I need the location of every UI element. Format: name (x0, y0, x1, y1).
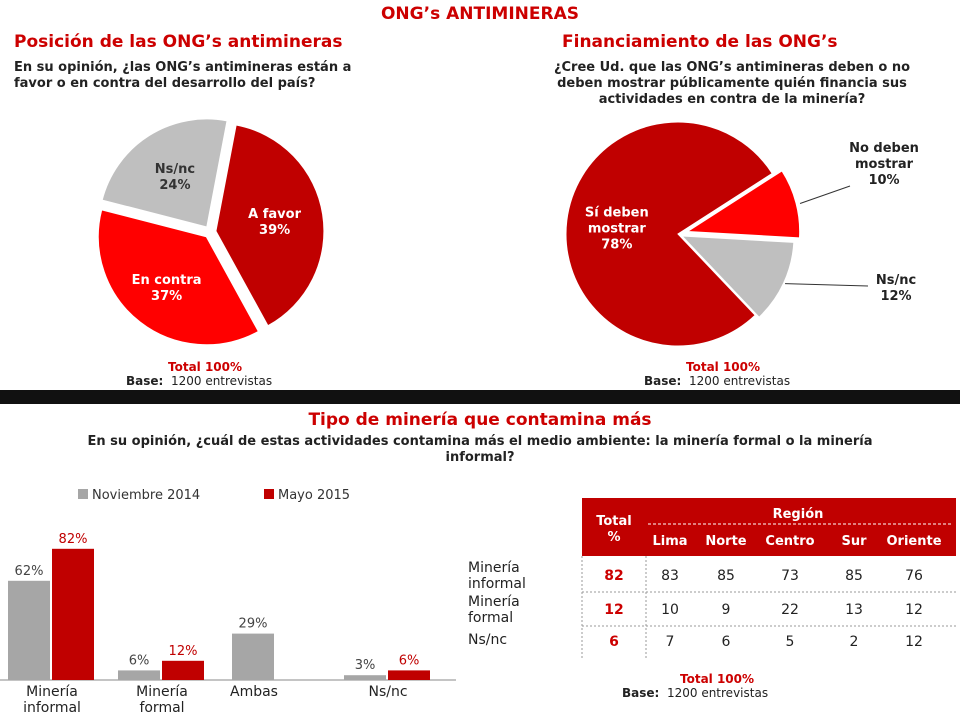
table-cell-total: 12 (604, 602, 624, 618)
table-row-label: Ns/nc (468, 632, 508, 648)
position-base-value: 1200 entrevistas (170, 374, 273, 388)
financing-base-label: Base: (644, 374, 682, 388)
table-row-label: Minería formal (468, 594, 520, 626)
table-cell: 5 (785, 634, 795, 650)
table-cell-total: 82 (604, 568, 624, 584)
position-base-label: Base: (126, 374, 164, 388)
mining-title: Tipo de minería que contamina más (308, 410, 652, 430)
bar (388, 670, 430, 680)
pie2-slice-label: Ns/nc 12% (875, 273, 917, 304)
page-title: ONG’s ANTIMINERAS (380, 4, 579, 24)
pie1-slice-label: Ns/nc 24% (154, 161, 196, 193)
financing-title: Financiamiento de las ONG’s (562, 32, 838, 52)
bar-value-label: 3% (354, 658, 376, 674)
table-cell: 2 (849, 634, 859, 650)
table-cell: 73 (781, 568, 799, 584)
table-column-header: Lima (652, 534, 688, 549)
legend-label: Mayo 2015 (278, 488, 351, 503)
mining-base (622, 686, 768, 700)
pie1-slice-label: A favor 39% (248, 206, 302, 238)
bar (162, 661, 204, 680)
bar-value-label: 29% (238, 616, 268, 632)
bar-value-label: 6% (128, 653, 150, 669)
bar (8, 581, 50, 680)
table-cell: 85 (717, 568, 735, 584)
mining-base-value: 1200 entrevistas (666, 686, 769, 700)
position-total: Total 100% (168, 360, 243, 374)
financing-question (512, 60, 952, 108)
position-question-line1: En su opinión, ¿las ONG’s antimineras están a (14, 60, 352, 75)
mining-base-label: Base: (622, 686, 660, 700)
table-header-total: Total % (596, 514, 632, 545)
table-cell: 83 (661, 568, 679, 584)
bar-value-label: 6% (398, 653, 420, 669)
table-cell: 12 (905, 634, 923, 650)
table-cell: 22 (781, 602, 799, 618)
financing-total: Total 100% (686, 360, 761, 374)
bar (344, 675, 386, 680)
table-column-header: Centro (765, 534, 815, 549)
table-cell: 13 (845, 602, 863, 618)
financing-question-line3: actividades en contra de la minería? (598, 92, 866, 107)
bar (118, 670, 160, 680)
bar (232, 634, 274, 680)
mining-question-line2: informal? (445, 450, 515, 465)
table-cell: 76 (905, 568, 923, 584)
position-base (126, 374, 272, 388)
bar-category-label: Minería formal (136, 684, 188, 716)
position-title: Posición de las ONG’s antimineras (14, 32, 343, 52)
financing-base-value: 1200 entrevistas (688, 374, 791, 388)
bar-value-label: 82% (58, 531, 88, 547)
financing-question-line2: deben mostrar públicamente quién financia sus (557, 76, 907, 91)
bar-category-label: Minería informal (23, 684, 81, 716)
financing-question-line1: ¿Cree Ud. que las ONG’s antimineras deben o no (553, 60, 911, 75)
pie2-leader-line (785, 284, 868, 286)
bar-value-label: 62% (14, 563, 44, 579)
table-cell: 85 (845, 568, 863, 584)
pie2-slice-label: Sí deben mostrar 78% (584, 205, 649, 253)
mining-total: Total 100% (680, 672, 755, 686)
position-pie-chart (20, 110, 420, 360)
pie2-leader-line (800, 186, 850, 203)
legend-swatch (264, 489, 274, 499)
financing-pie-chart (500, 120, 960, 360)
mining-question-line1: En su opinión, ¿cuál de estas actividades contamina más el medio ambiente: la minería formal o la minería (87, 434, 873, 449)
table-column-header: Norte (705, 534, 747, 549)
bar-category-label: Ambas (230, 684, 278, 700)
legend-swatch (78, 489, 88, 499)
financing-base (644, 374, 790, 388)
table-cell: 9 (721, 602, 731, 618)
table-cell: 7 (665, 634, 675, 650)
table-cell: 6 (721, 634, 731, 650)
mining-question (10, 434, 950, 466)
pie1-slice-label: En contra 37% (131, 272, 202, 304)
table-column-header: Sur (841, 534, 867, 549)
table-column-header: Oriente (886, 534, 942, 549)
table-cell: 12 (905, 602, 923, 618)
section-divider (0, 390, 960, 404)
mining-bar-chart (0, 480, 460, 720)
bar-category-label: Ns/nc (368, 684, 408, 700)
table-header-region: Región (772, 507, 824, 522)
bar (52, 549, 94, 680)
position-question-line2: favor o en contra del desarrollo del país? (14, 76, 316, 91)
table-cell-total: 6 (609, 634, 619, 650)
legend-label: Noviembre 2014 (92, 488, 201, 503)
table-row-label: Minería informal (468, 560, 526, 592)
bar-value-label: 12% (168, 643, 198, 659)
position-question (14, 60, 434, 92)
table-cell: 10 (661, 602, 679, 618)
pie2-slice-label: No deben mostrar 10% (849, 141, 919, 188)
